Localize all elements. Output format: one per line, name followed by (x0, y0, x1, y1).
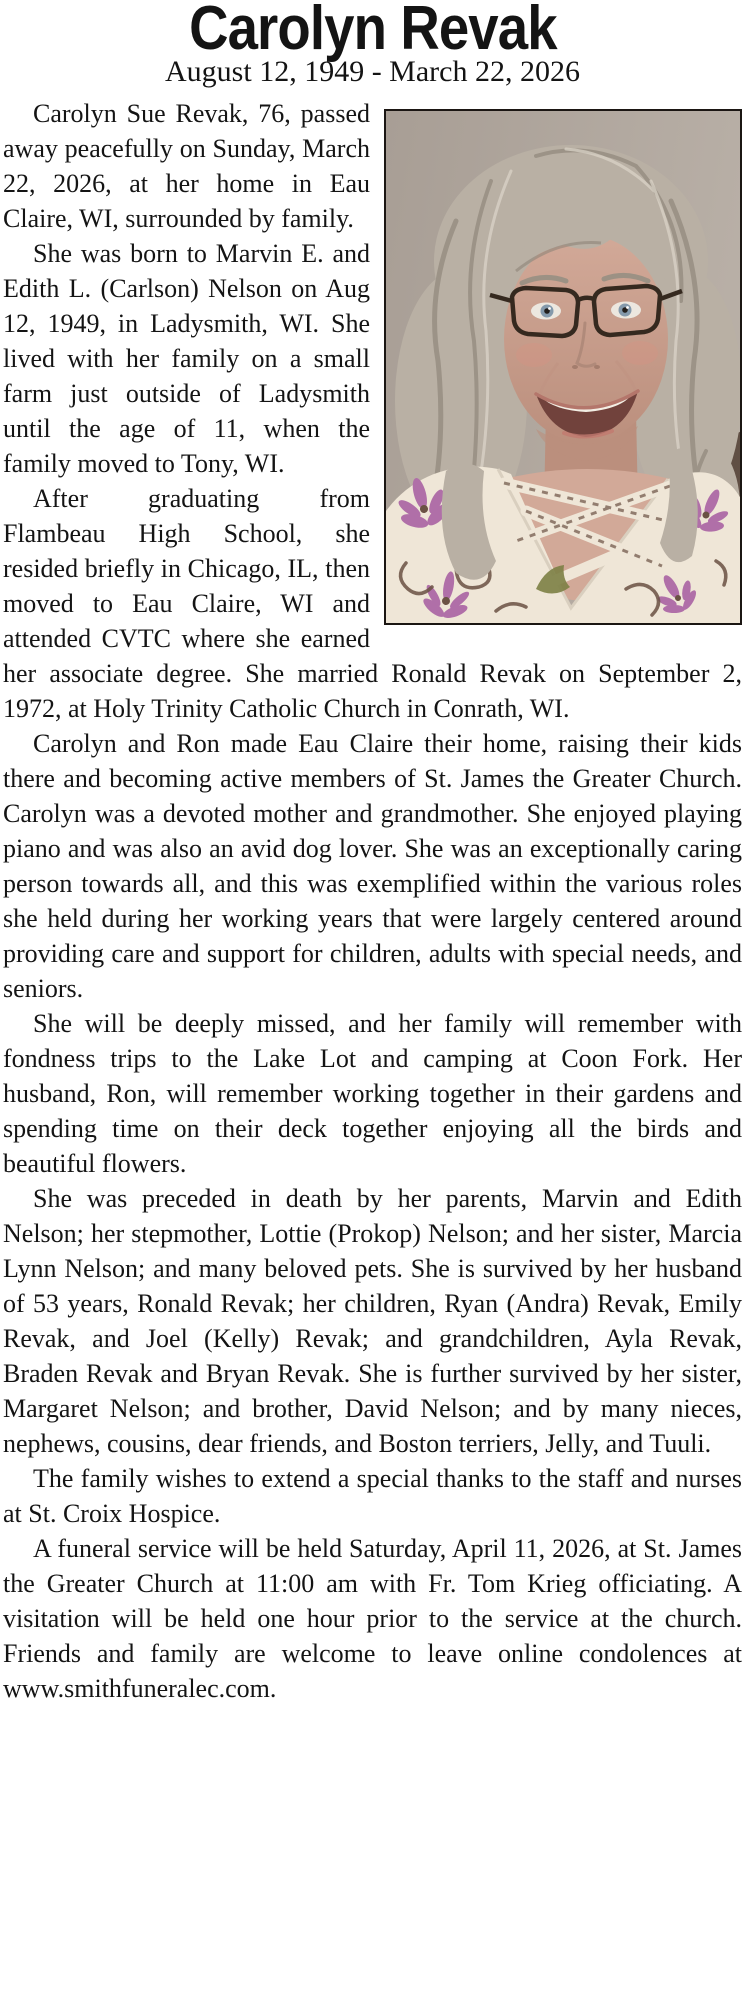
obituary-paragraph: A funeral service will be held Saturday, April 11, 2026, at St. James the Greater Church at 11:00 am with Fr. Tom Krieg officiating. A visitation will be held one hour prior to the service at the church. Friends and family are welcome to leave online condolences at www.smithfuneralec.com. (3, 1534, 742, 1703)
obituary-paragraph: She was born to Marvin E. and Edith L. (Carlson) Nelson on Aug 12, 1949, in Ladysmith, WI. She lived with her family on a small farm just outside of Ladysmith until the age of 11, when the family moved to Tony, WI. (3, 239, 370, 478)
obituary-paragraph: Carolyn Sue Revak, 76, passed away peacefully on Sunday, March 22, 2026, at her home in Eau Claire, WI, surrounded by family. (3, 99, 370, 233)
page-title-row (0, 0, 745, 63)
masthead (0, 0, 745, 90)
obituary-paragraph: She will be deeply missed, and her family will remember with fondness trips to the Lake Lot and camping at Coon Fork. Her husband, Ron, will remember working together in their gardens and spending time on their deck together enjoying all the birds and beautiful flowers. (3, 1009, 742, 1178)
obituary-body (0, 90, 745, 1706)
portrait-photo (384, 109, 742, 625)
page-title: Carolyn Revak (188, 0, 557, 63)
obituary-paragraph: Carolyn and Ron made Eau Claire their home, raising their kids there and becoming active members of St. James the Greater Church. Carolyn was a devoted mother and grandmother. She enjoyed playing piano and was also an avid dog lover. She was an exceptionally caring person towards all, and this was exemplified within the various roles she held during her working years that were largely centered around providing care and support for children, adults with special needs, and seniors. (3, 729, 742, 1003)
obituary-paragraph: After graduating from Flambeau High School, she resided briefly in Chicago, IL, then moved to Eau Claire, WI and attended CVTC where she earned her associate degree. She married Ronald Revak on September 2, 1972, at Holy Trinity Catholic Church in Conrath, WI. (3, 484, 742, 723)
portrait-illustration (386, 111, 740, 623)
life-dates: August 12, 1949 - March 22, 2026 (165, 55, 580, 88)
obituary-paragraph: She was preceded in death by her parents, Marvin and Edith Nelson; her stepmother, Lottie (Prokop) Nelson; and her sister, Marcia Lynn Nelson; and many beloved pets. She is survived by her husband of 53 years, Ronald Revak; her children, Ryan (Andra) Revak, Emily Revak, and Joel (Kelly) Revak; and grandchildren, Ayla Revak, Braden Revak and Bryan Revak. She is further survived by her sister, Margaret Nelson; and brother, David Nelson; and by many nieces, nephews, cousins, dear friends, and Boston terriers, Jelly, and Tuuli. (3, 1184, 742, 1458)
obituary-paragraph: The family wishes to extend a special thanks to the staff and nurses at St. Croix Hospice. (3, 1464, 742, 1528)
